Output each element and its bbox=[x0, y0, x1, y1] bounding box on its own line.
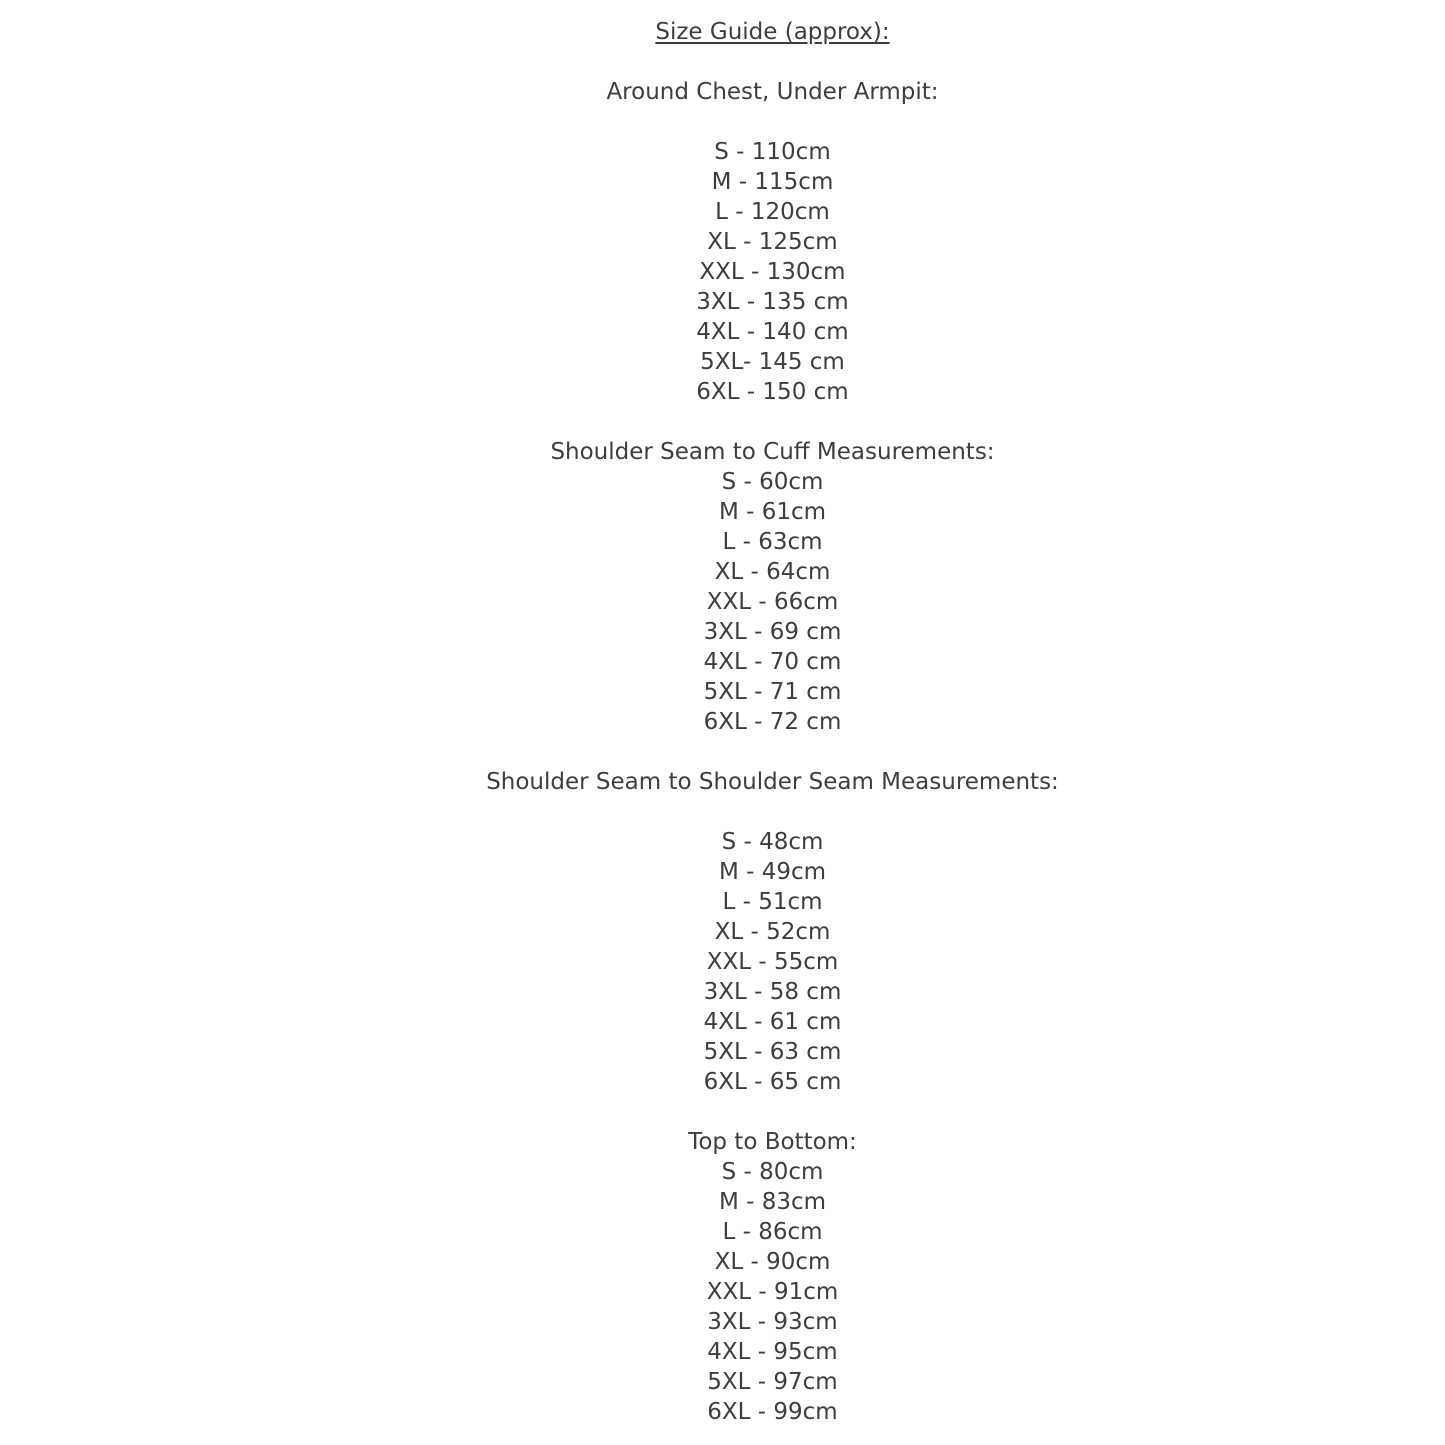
size-row: L - 51cm bbox=[722, 889, 823, 915]
size-list bbox=[100, 137, 1445, 407]
size-row: 4XL - 61 cm bbox=[703, 1009, 842, 1035]
size-row: S - 110cm bbox=[714, 139, 831, 165]
size-row: L - 120cm bbox=[715, 199, 830, 225]
size-row: 3XL - 58 cm bbox=[703, 979, 842, 1005]
size-list bbox=[100, 827, 1445, 1097]
size-row: XXL - 55cm bbox=[706, 949, 839, 975]
size-row: XL - 90cm bbox=[714, 1249, 831, 1275]
size-row: XL - 125cm bbox=[707, 229, 838, 255]
size-row: XXL - 130cm bbox=[699, 259, 846, 285]
size-row: 5XL- 145 cm bbox=[700, 349, 845, 375]
section-heading: Shoulder Seam to Cuff Measurements: bbox=[550, 439, 995, 465]
size-row: 6XL - 99cm bbox=[707, 1399, 838, 1425]
size-section bbox=[100, 767, 1445, 1097]
size-row: 5XL - 71 cm bbox=[703, 679, 842, 705]
size-row: 5XL - 97cm bbox=[707, 1369, 838, 1395]
size-row: S - 80cm bbox=[721, 1159, 824, 1185]
size-row: 3XL - 93cm bbox=[707, 1309, 838, 1335]
size-row: 5XL - 63 cm bbox=[703, 1039, 842, 1065]
size-row: XL - 52cm bbox=[714, 919, 831, 945]
section-heading: Around Chest, Under Armpit: bbox=[606, 79, 939, 105]
size-row: M - 115cm bbox=[711, 169, 834, 195]
size-row: 4XL - 95cm bbox=[707, 1339, 838, 1365]
size-row: XXL - 66cm bbox=[706, 589, 839, 615]
size-row: M - 61cm bbox=[718, 499, 827, 525]
size-row: 6XL - 150 cm bbox=[696, 379, 849, 405]
size-row: S - 60cm bbox=[721, 469, 824, 495]
section-heading: Shoulder Seam to Shoulder Seam Measurements: bbox=[486, 769, 1059, 795]
size-row: 4XL - 70 cm bbox=[703, 649, 842, 675]
size-row: XL - 64cm bbox=[714, 559, 831, 585]
size-row: M - 49cm bbox=[718, 859, 827, 885]
section-heading: Top to Bottom: bbox=[688, 1129, 857, 1155]
size-guide-sections bbox=[100, 77, 1445, 1427]
size-row: XXL - 91cm bbox=[706, 1279, 839, 1305]
size-row: 6XL - 72 cm bbox=[703, 709, 842, 735]
size-guide-title: Size Guide (approx): bbox=[655, 19, 890, 45]
size-row: L - 86cm bbox=[722, 1219, 823, 1245]
size-list bbox=[100, 1157, 1445, 1427]
size-row: 3XL - 69 cm bbox=[703, 619, 842, 645]
size-list bbox=[100, 467, 1445, 737]
size-row: M - 83cm bbox=[718, 1189, 827, 1215]
size-row: 3XL - 135 cm bbox=[696, 289, 849, 315]
size-section bbox=[100, 1127, 1445, 1427]
size-row: L - 63cm bbox=[722, 529, 823, 555]
size-section bbox=[100, 77, 1445, 407]
size-row: S - 48cm bbox=[721, 829, 824, 855]
size-row: 4XL - 140 cm bbox=[696, 319, 849, 345]
size-section bbox=[100, 437, 1445, 737]
size-row: 6XL - 65 cm bbox=[703, 1069, 842, 1095]
